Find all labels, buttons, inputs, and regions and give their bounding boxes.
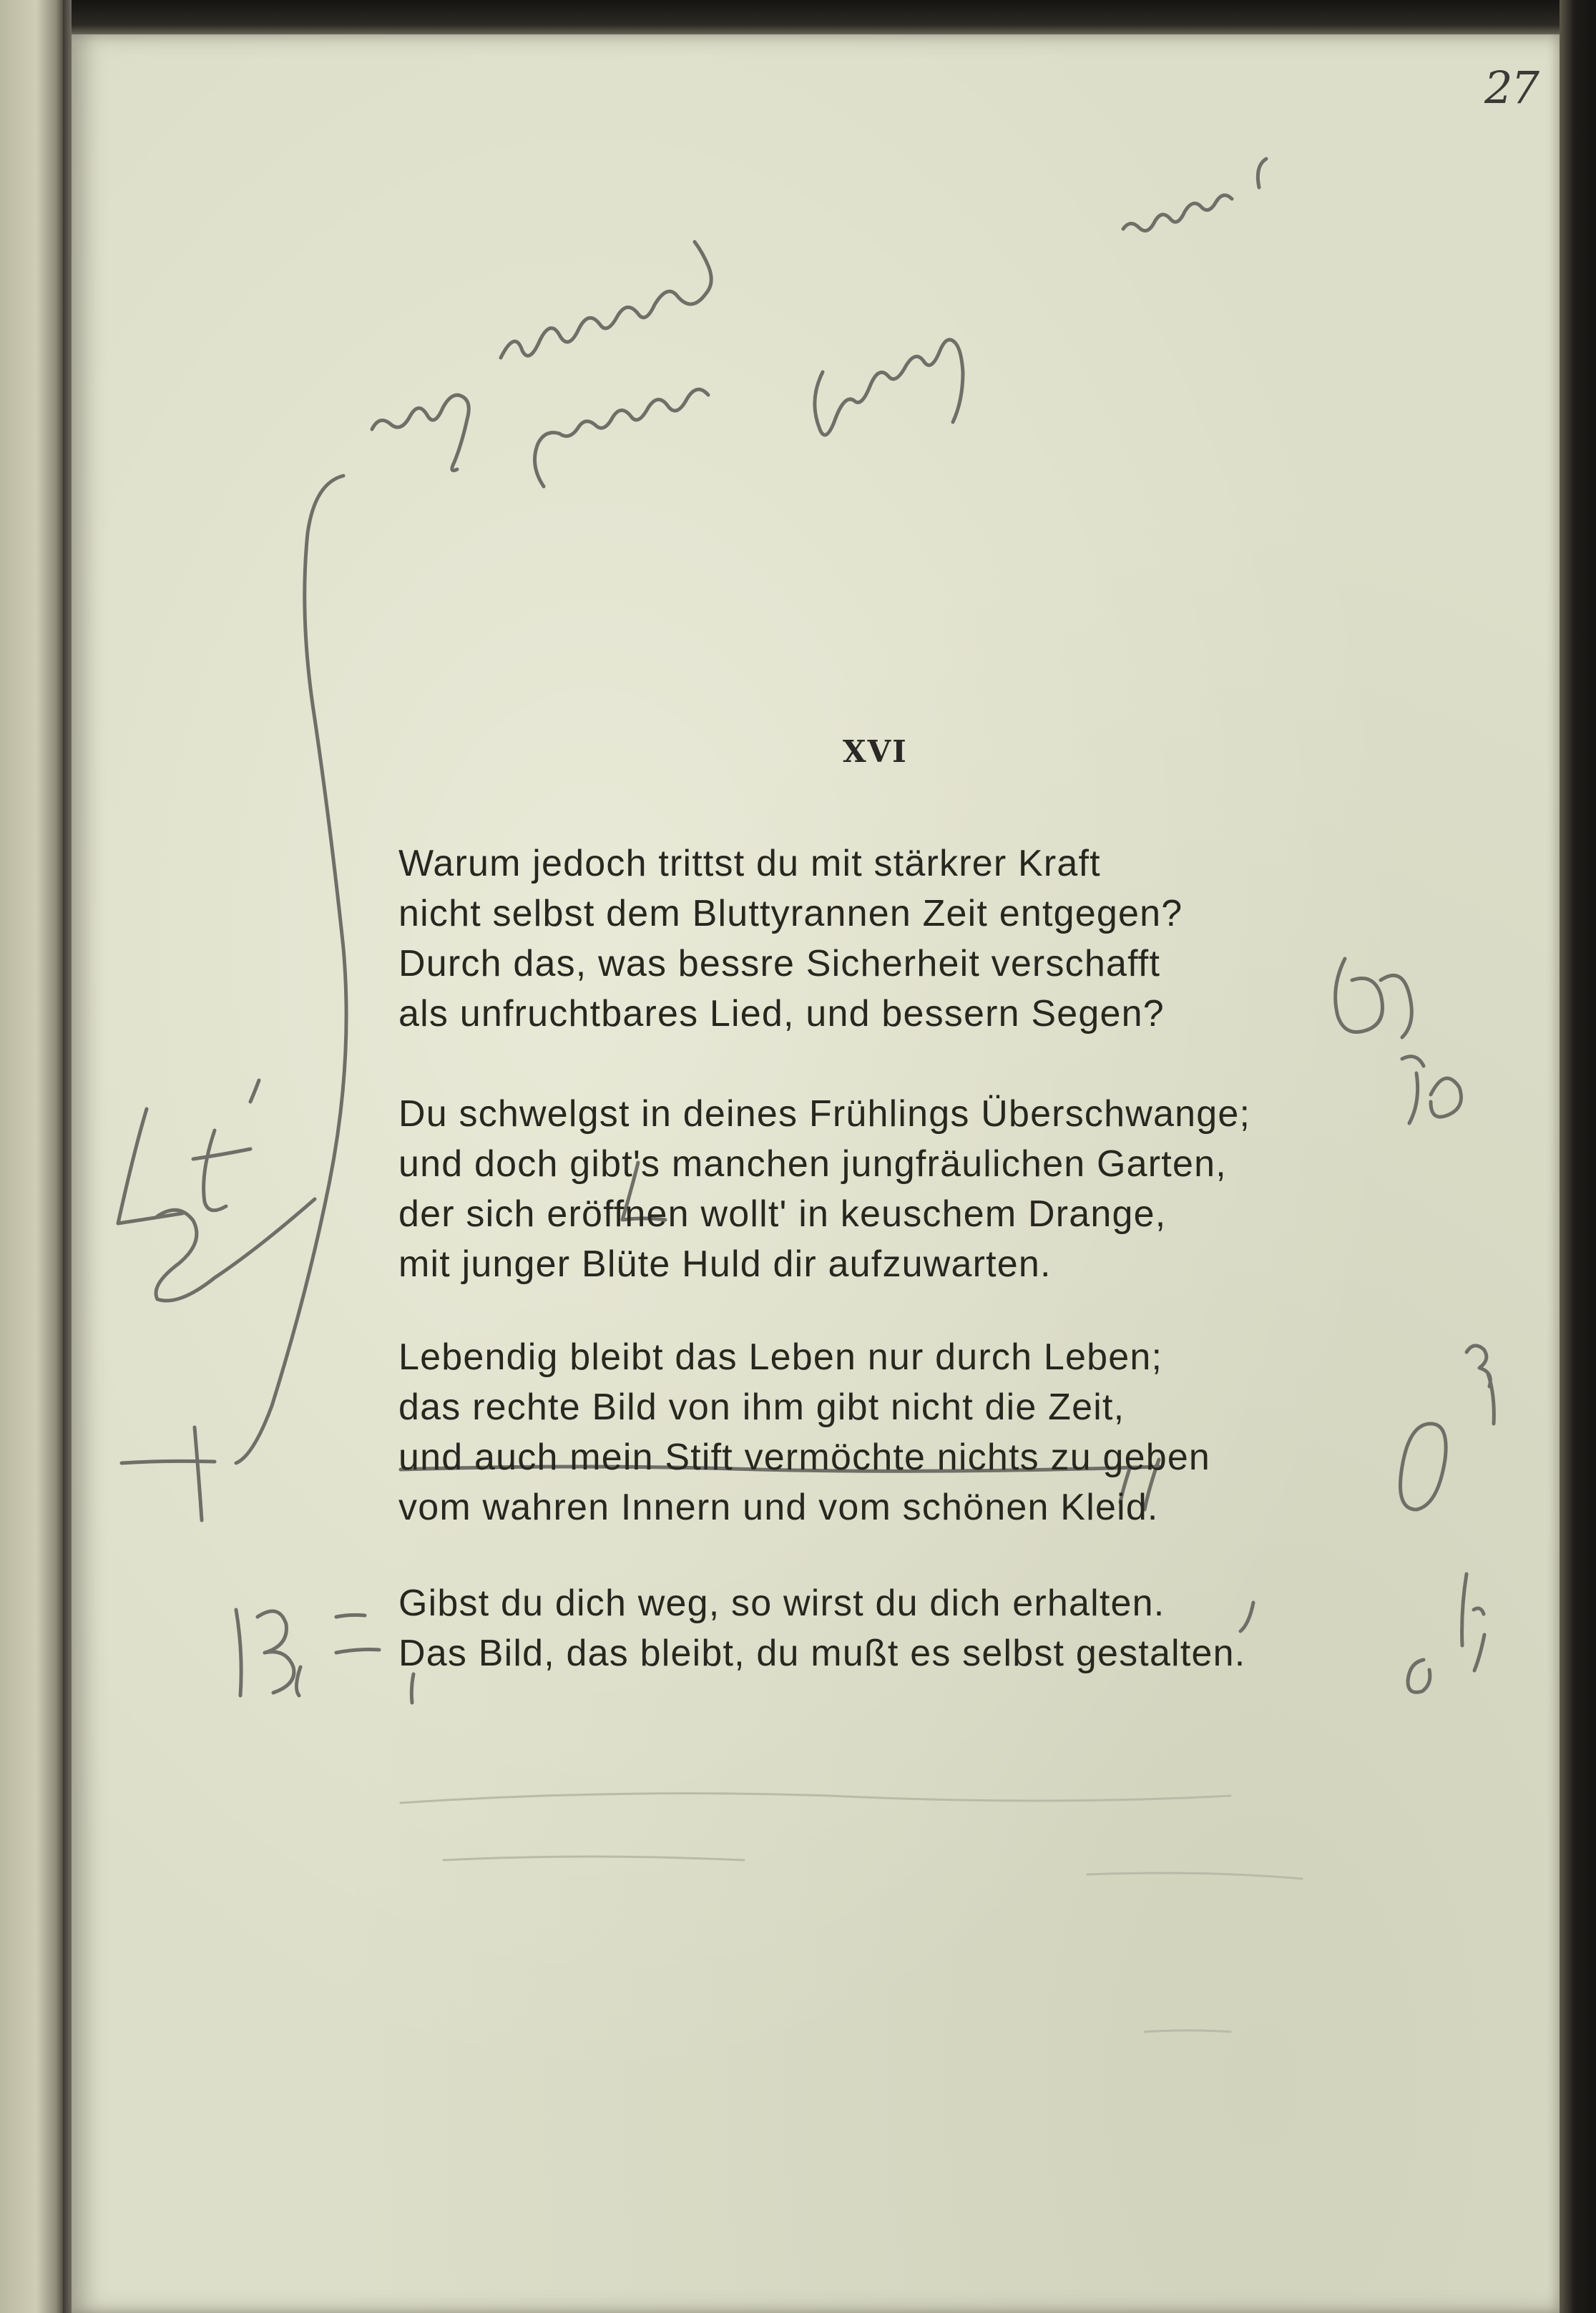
verse-line: und doch gibt's manchen jungfräulichen Garten, — [398, 1143, 1227, 1185]
verse-line: Warum jedoch trittst du mit stärkrer Kraft — [398, 843, 1101, 884]
stanza-2 — [398, 1089, 1250, 1289]
stanza-3 — [398, 1332, 1210, 1532]
verse-line: vom wahren Innern und vom schönen Kleid. — [398, 1487, 1159, 1528]
verse-line: Lebendig bleibt das Leben nur durch Leben; — [398, 1336, 1163, 1378]
verse-line: Durch das, was bessre Sicherheit verschafft — [398, 943, 1161, 984]
verse-line: Das Bild, das bleibt, du mußt es selbst gestalten. — [398, 1633, 1246, 1674]
page-number: 27 — [1484, 62, 1538, 114]
verse-line: als unfruchtbares Lied, und bessern Segen? — [398, 993, 1165, 1035]
poem-title: XVI — [843, 734, 908, 769]
verse-line: und auch mein Stift vermöchte nichts zu geben — [398, 1437, 1211, 1478]
stanza-4 — [398, 1578, 1245, 1678]
verse-line: Du schwelgst in deines Frühlings Überschwange; — [398, 1093, 1251, 1135]
verse-line: das rechte Bild von ihm gibt nicht die Zeit, — [398, 1387, 1125, 1428]
verse-line: der sich eröffnen wollt' in keuschem Drange, — [398, 1193, 1167, 1235]
verse-line: nicht selbst dem Bluttyrannen Zeit entgegen? — [398, 893, 1183, 934]
verse-line: Gibst du dich weg, so wirst du dich erhalten. — [398, 1583, 1165, 1624]
verse-line: mit junger Blüte Huld dir aufzuwarten. — [398, 1243, 1052, 1285]
stanza-1 — [398, 838, 1183, 1039]
